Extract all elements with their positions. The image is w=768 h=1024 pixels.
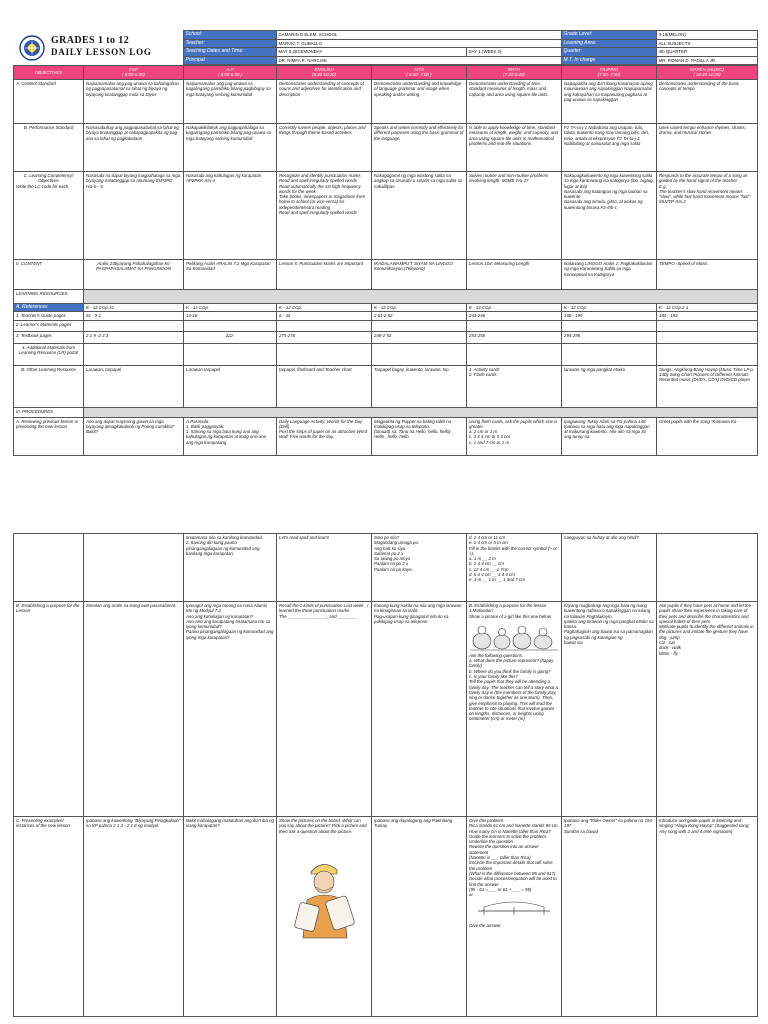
cell-math: Lesson 104: Measuring Length xyxy=(467,260,562,290)
cell-mtb: Nakagagamit ng mga wastong salita na angkop sa sinasabi o sulatin sa mga salita sa nakalilipas xyxy=(372,172,467,260)
objectives-header: OBJECTIVES xyxy=(14,66,84,80)
math-problem-text: Give this problem: Rica stands 61 cm and Nanette stands 95 cm. How many cm is Nanette taller than Rica? Guide the learners to solve the problem. Underline the question Rewrite the question into an answer statement (Nanette is ___ taller than Rica) Encircle the important details that will solve the problem (What is the difference between 95 and 61?) Decide what process/equation will be used to find the answer (95 - 61 = ___ or 61 + ___ = 95) or xyxy=(469,818,559,898)
cell-esp: Ipabasa ang kuwentong "Biyayang Pinagkaloob" sa KP pahina 2 1 4 - 2 1 8 ng modyul. xyxy=(84,817,184,1017)
content-standard-row xyxy=(14,80,758,124)
cell-filipino: Ilayang magbahagi ang mga bata ng isang kuwentong nabasa o napakinggan na tulang na tulawan Pagtalakayin. Ipakita ang larawan ng mga pangkat etniko sa bansa. Pagbahaginin ang bawat isa sa pamamagitan ng pagsasabi ng katangian ng bawat isa. xyxy=(562,602,657,817)
cell-mapeh xyxy=(657,320,758,331)
cell-ap: Ipasagot ang mga tanong na nasa Alamin Mo ng Modyul 7.2 Ano ang kahulugan ng karapatan? Ano-ano ang karapatang tinatamasa mo sa iyong komunidad? Paano pinangangalagaan ng komunidad ang iyong mga karapatan? xyxy=(184,602,277,817)
cell-mapeh: Uses varied tempo enhance rhymes, chants, drama, and musical stories xyxy=(657,124,758,172)
cell-ap: Bakit mahalagang matutuhan ang iba't iba ng isang karapatan? xyxy=(184,817,277,1017)
quarter-label: Quarter: xyxy=(561,48,656,57)
row-label xyxy=(14,534,84,602)
cell-mapeh: K - 12 CGp.2 1 xyxy=(657,304,758,312)
cell-mapeh xyxy=(657,343,758,365)
references-row xyxy=(14,304,758,312)
performance-standard-row xyxy=(14,124,758,172)
cell-math: 243-246 xyxy=(467,312,562,320)
grade-level-label: Grade Level: xyxy=(561,31,656,40)
header-table xyxy=(13,30,758,65)
cell-english: Daily Language Activity: Words for the Day (Drill) Post the strips of paper on an attractive Word Wall. Five words for the day. xyxy=(277,417,372,455)
subject-header-esp: ESP ( 6:00-6:30) xyxy=(84,66,184,80)
cell-filipino: K - 12 CGp. xyxy=(562,304,657,312)
header-logo-cell xyxy=(13,31,183,65)
school-value: CAMARIN D ELEM. SCHOOL xyxy=(276,31,561,40)
procedures-gray-band xyxy=(84,407,758,417)
lesson-table-page2 xyxy=(13,533,758,1017)
cell-english xyxy=(277,817,372,1017)
engineer-with-plans-illustration xyxy=(293,852,355,942)
row-label: C. Presenting examples/ instances of the new lesson xyxy=(14,817,84,1017)
learners-materials-row xyxy=(14,320,758,331)
teaching-dates-value: MAY 8,2023/MONDAY xyxy=(276,48,466,57)
cell-mapeh: TEMPO -Speed of Music xyxy=(657,260,758,290)
cell-ap: 222- xyxy=(184,331,277,343)
cell-english: Let's read spell and learn! xyxy=(277,534,372,602)
principal-label: Principal xyxy=(183,56,276,65)
cell-ap: K - 12 CGp. xyxy=(184,304,277,312)
lesson-log-page-1 xyxy=(13,30,757,470)
procedures-row xyxy=(14,407,758,417)
cell-mapeh: Demonstrates understanding of the basic concepts of tempo xyxy=(657,80,758,124)
cell-mtb: Magpakita ng Puppet na bating taleli na makikipag-usap sa telepono. (tanuatt) sa: Tanu na Hello, hello, hello) Hello , hello, hello xyxy=(372,417,467,455)
content-row xyxy=(14,260,758,290)
cell-esp: Aralin 2:Biyayang Pahahalagahan Ko PAGPAPASALAMAT SA PANGINOON xyxy=(84,260,184,290)
row-label: A. Content Standard xyxy=(14,80,84,124)
cell-math xyxy=(467,602,562,817)
mt-incharge-value: MR. ROMAN D. PADILLA JR. xyxy=(656,56,757,65)
cell-mtb: 249-2 53 xyxy=(372,331,467,343)
cell-ap: 14-16 xyxy=(184,312,277,320)
cell-mtb xyxy=(372,320,467,331)
log-title-grades: GRADES 1 to 12 xyxy=(51,34,130,46)
cell-mtb: 2 61-2 82 xyxy=(372,312,467,320)
cell-mtb: Ipabasa ang dayalogong ang Pakinitang Tumay. xyxy=(372,817,467,1017)
subject-header-mtb: MTB ( 6:30- 7:00 ) xyxy=(372,66,467,80)
procedure-c-row xyxy=(14,817,758,1017)
procedure-a-row xyxy=(14,417,758,455)
row-label: 2. Learner's Materials pages xyxy=(14,320,84,331)
cell-mapeh xyxy=(657,331,758,343)
learning-area-label: Learning Area: xyxy=(561,39,656,48)
cell-esp xyxy=(84,320,184,331)
row-label: A. References xyxy=(14,304,84,312)
cell-english: K - 12 CGp. xyxy=(277,304,372,312)
cell-mtb: Sino po sila? Magandang umaga po. Ang batt ko siya. Salamat po 2 x Sa tawag po ninyo Paalam na po 2 x Paalam na po kayo. xyxy=(372,534,467,602)
cell-ap: Nasasabi ang kahulugan ng karapatan AP2PKK-IVa-4 xyxy=(184,172,277,260)
quarter-value: 4th QUARTER xyxy=(656,48,757,57)
cell-mapeh: 184 - 193 xyxy=(657,312,758,320)
cell-mtb: K - 12 CGp. xyxy=(372,304,467,312)
learning-competency-row xyxy=(14,172,758,260)
teacher-label: Teacher: xyxy=(183,39,276,48)
family-walking-illustration xyxy=(470,621,558,651)
cell-esp: Naipamamalas ang pag-unawa sa kahalagahan ng pagpapasalamat sa lahat ng biyaya ng biyayang tinatanggap mula sa Diyos xyxy=(84,80,184,124)
row-label: 4. Additional Materials from Learning Resource (LR) portal xyxy=(14,343,84,365)
cell-mapeh: Greet pupils with the song "Kumusta Ka xyxy=(657,417,758,455)
principal-value: DR. NIMFA R. NARCISE xyxy=(276,56,561,65)
cell-ap xyxy=(184,320,277,331)
cell-esp: Ano ang dapat mayroong gawin sa mga biyayang ipinagkakaloob ng Poong Lumikha? Bakit? xyxy=(84,417,184,455)
cell-mapeh: Introduce and guide pupils in listening and singing "Alaga Kong Hayop" (Suggested song: Any song with 2 and 4 time signature) xyxy=(657,817,758,1017)
cell-esp xyxy=(84,534,184,602)
cell-filipino: 294-296 xyxy=(562,331,657,343)
subject-header-math: MATH (7:30-8:40) xyxy=(467,66,562,80)
cell-esp: K - 12 CGp.31 xyxy=(84,304,184,312)
math-answer-text: Give the answer xyxy=(469,923,501,929)
cell-english: 6 - 33 xyxy=(277,312,372,320)
cell-mapeh: Ask pupils if they have pets at home and let the pupils share their experience in taking care of their pets and describe the characteristics and special habits of their pets. Motivate pupils to identify the different animals in the pictures and imitate the gesture they have. dog - jump cat - run duck - walk kitten - fly xyxy=(657,602,758,817)
cell-math: Demonstrates understanding of time, standard measures of length, mass and capacity and area using square-tile units. xyxy=(467,80,562,124)
school-label: School: xyxy=(183,31,276,40)
teaching-day-value: DAY 1 (WEEK 2) xyxy=(466,48,561,57)
cell-mtb xyxy=(372,343,467,365)
teachers-guide-row xyxy=(14,312,758,320)
textbook-row xyxy=(14,331,758,343)
lesson-table-page1 xyxy=(13,65,758,456)
cell-mtb: Itanong kung nakita na nila ang mga larawan na kinagisnan sa isalit. Pag-usapan kung ginagamit nila ito sa pakikipag-usap sa telepono xyxy=(372,602,467,817)
subject-header-english: ENGLISH (6:30-10:20) xyxy=(277,66,372,80)
math-motivation-text: B. Establishing a purpose for the lesson 1.Motivation: Show a picture of a girl like this one below. xyxy=(469,603,552,619)
row-label: II. CONTENT xyxy=(14,260,84,290)
cell-math: 253-255 xyxy=(467,331,562,343)
cell-esp: 2 1 9 -2 3 3 xyxy=(84,331,184,343)
row-label: 1. Teacher's Guide pages xyxy=(14,312,84,320)
row-label: III. PROCEDURES xyxy=(14,407,84,417)
number-line-illustration xyxy=(474,899,554,921)
procedure-b-row xyxy=(14,602,758,817)
cell-english: Recognize and identify punctuation marks Read and spell irregularly spelled words Read automatically the 1st high frequency words for the week Take books, newspapers or magazines from home to school (or vice-versa) for independent/extra reading Read and spell irregularly spelled words xyxy=(277,172,372,260)
subject-header-ap: A.P ( 6:00-6:30 ) xyxy=(184,66,277,80)
row-label: A. Reviewing previous lesson or presenting the new lesson xyxy=(14,417,84,455)
row-label: B. Performance Standard xyxy=(14,124,84,172)
cell-filipino: F2 TA-Ia-j-1 Nababasa ang usapan, tula, talata, kuwento nang may tamang bilis, diin, tono, antala at ekspresyon F2 TA-Ia-j-1 Nabibilang at naisusulat ang mga salita xyxy=(562,124,657,172)
row-label-text: C. Learning Competency/ Objectives xyxy=(23,173,74,184)
cell-mtb: Speaks and writes correctly and effectively for different purposes using the basic grammar of the language. xyxy=(372,124,467,172)
cell-english: tarpapel, flashcard and Teacher chart xyxy=(277,365,372,407)
cell-filipino: nangyayari sa buhay at alin ang hindi? xyxy=(562,534,657,602)
cell-ap: tinatamasa nila sa kanilang komunidad. 2. Itanong din kung paano pinangangalagaan ng komunidad ang kanilang mga karapatan. xyxy=(184,534,277,602)
cell-english xyxy=(277,343,372,365)
cell-english: Demonstrates understanding of concepts of nouns and adjectives for identification and description xyxy=(277,80,372,124)
teaching-dates-label: Teaching Dates and Time: xyxy=(183,48,276,57)
cell-math: Using flash cards, ask the pupils which one is greater. a. 2 cm or 1 m c. 2 4 4 cm or 5 4 cm c. 1 and 7 cm or 1 m xyxy=(467,417,562,455)
cell-filipino: 188 - 195 xyxy=(562,312,657,320)
cell-math xyxy=(467,320,562,331)
cell-ap: A.Pasimula: 1. Balik pagganyak: 1. Itanong sa mga bata kung ano ang kahulugan ng karapatan at kung ano-ano ang mga karapatang xyxy=(184,417,277,455)
resources-gray-band xyxy=(84,290,758,304)
cell-mtb: Demonstrates understanding and knowledge of language grammar and usage when speaking and/or writing. xyxy=(372,80,467,124)
cell-filipino: Ikalawang LINGGO Aralin 1: Pagkakakilanlan ng mga Karaniwang Salita sa mga Konseptwal na Kategorya xyxy=(562,260,657,290)
cell-ap: Nakapakikilahok ang pagpapahalaga sa kagalingang pansibiko bilang pag-unawa sa mga batayang serbing kumunidad xyxy=(184,124,277,172)
cell-filipino xyxy=(562,343,657,365)
subject-header-mapeh: MAPEH (MUSIC) ( 10:20-11:00) xyxy=(657,66,758,80)
math-questions-text: Ask the following questions. a. What does the picture represent? (happy family) b. Where do you think the family is going? c. Is your family like this? Tell the pupils that they will be attending a family day. The teacher can tell a story what a family day is (the members of the family play, sing or dance together as one team). Then, give emphasis to playing. This will lead the teacher to cite situations that involve games on lengths, distances, or heights using centimeter (cm) or meter (m) xyxy=(469,652,558,722)
grade-level-value: II-18(MELON) xyxy=(656,31,757,40)
row-label: B. Other Learning Resource xyxy=(14,365,84,407)
cell-math xyxy=(467,817,562,1017)
cell-english: Correctly names people, objects, places and things through theme-based activities xyxy=(277,124,372,172)
cell-math: 1. Activity cards 2. Flash cards xyxy=(467,365,562,407)
cell-english: Recall the 1 kinds of punctuation Last week , I learned the three punctuation marks The ________, _______, and ________ xyxy=(277,602,372,817)
cell-mapeh: Songs: Angklung-Bang Hayop (Music Time LP p. 14D) Song Chart Pictures of Different Animals Recorded music (DVD's, CD's) DVD/CD player xyxy=(657,365,758,407)
cell-math: K - 12 CGp. xyxy=(467,304,562,312)
cell-esp: Simulan ang aralin sa isang awit pasasalamat. xyxy=(84,602,184,817)
cell-english xyxy=(277,320,372,331)
cell-math: Solves routine and non-routine problems involving length. M2ME-IVa-27 xyxy=(467,172,562,260)
english-picture-text: Show the pictures on the board. What can you say about the picture? Pick a picture and then ask a question about the picture. xyxy=(279,818,367,834)
cell-esp: Nasasabi na dapat biyang magpahalaga sa mga biyayang natatanggap sa anumang EsP2PD IVa-b - 5 xyxy=(84,172,184,260)
row-label: B. Establishing a purpose for the Lesson xyxy=(14,602,84,817)
cell-ap: Naipamamalas ang pag-unawa sa kagalingang pansibiko bilang pagbibigay sa mga batayang serbing kumunidad xyxy=(184,80,277,124)
cell-filipino: Ipabasa ang "Elder Owner" sa pahina na 194-197 Sundan sa bawat xyxy=(562,817,657,1017)
cell-mapeh: Responds to the accurate tempo of a song as guided by the hand signal of the teacher E.g. The teacher's slow hand movement means "slow", while fast hand movement means "fast". MU2TP-IVa-2 xyxy=(657,172,758,260)
subject-header-row xyxy=(14,66,758,80)
row-label: LEARNING RESOURCES xyxy=(14,290,84,304)
log-title-dll: DAILY LESSON LOG xyxy=(51,46,152,57)
cell-esp: Naisasabuhay ang pagpapasalamat sa lahat ng biyaya tinatanggap at nakapagpapakita ng pag-asa sa lahat ng pagkakataon xyxy=(84,124,184,172)
cell-esp xyxy=(84,343,184,365)
lesson-log-page-2 xyxy=(13,533,757,1020)
cell-filipino: Nakapagkukuwento ng mga kuwentong salita sa mga karaniwang isa kategorya (ibo, tugtog, lugar at iba) Nasasabi ang katangian ng mga tauhan sa kuwento Nasasabi ang simula, gitna, at wakas ng kuwentong binasa F2-IIIb-c xyxy=(562,172,657,260)
additional-materials-row xyxy=(14,343,758,365)
cell-esp: Larawan, tarpapel xyxy=(84,365,184,407)
cell-english: 275-276 xyxy=(277,331,372,343)
cell-math: d. 2 4 cm or 11 cm e. 2 4 cm or 5 m cm Fill in the blanks with the correct symbol (> or <). a. 1 m __ 2 m b. 2 4 4 cm __ cm c. 12 4 cm __ 1 7cm d. 5 4 4 cm __ 4 4 4 cm e. 3 m __ 1 m __ 1 and 7 cm xyxy=(467,534,562,602)
row-label xyxy=(14,172,84,260)
cell-math xyxy=(467,343,562,365)
cell-math: Is able to apply knowledge of time, standard measures of length, weight, and capacity, and area using square-tile units in mathematical problems and real-life situations. xyxy=(467,124,562,172)
cell-filipino: Ipagawang Tukoy Alam sa TG pahina 148 Ipabasa sa mga bata ang mga napakinggan at makusang kuwento. Alin-alin sa mga ito ang tunay na xyxy=(562,417,657,455)
cell-mtb: IKADALAWAMPU'T SIYAM NA LINGGO Komunikasyon (Telepono) xyxy=(372,260,467,290)
other-resources-row xyxy=(14,365,758,407)
cell-mapeh xyxy=(657,534,758,602)
cell-mtb: Tarpapel bagay, kuwento, larawan, tsp xyxy=(372,365,467,407)
cell-filipino: Naipapakita ang iba't ibang kasanayan upang maunawaan ang napakinggan Naipapamalas ang kakayahan sa mapanuring pagbasa at pag-unawa sa napakinggan xyxy=(562,80,657,124)
cell-english: Lesson 5: Punctuation Marks are Important xyxy=(277,260,372,290)
cell-ap: Larawan tarpapel xyxy=(184,365,277,407)
row-sublabel-text: Write the LC code for each. xyxy=(16,183,70,189)
procedure-a-continued-row xyxy=(14,534,758,602)
cell-ap: Pelikang Aralin ARALIN 7.2 Mga Karapatan Sa Komunidad xyxy=(184,260,277,290)
cell-esp: 91 - 9 1 xyxy=(84,312,184,320)
deped-seal-icon xyxy=(19,35,45,61)
row-label: 3. Textbook pages xyxy=(14,331,84,343)
cell-ap xyxy=(184,343,277,365)
learning-area-value: ALL SUBJECTS xyxy=(656,39,757,48)
learning-resources-row xyxy=(14,290,758,304)
cell-filipino xyxy=(562,320,657,331)
cell-filipino: larawan ng mga pangkat etniko xyxy=(562,365,657,407)
teacher-value: MARVIC T. GUBALLO xyxy=(276,39,561,48)
subject-header-filipino: FILIPINO (7:00- 7:50) xyxy=(562,66,657,80)
mt-incharge-label: M.T. In charge xyxy=(561,56,656,65)
